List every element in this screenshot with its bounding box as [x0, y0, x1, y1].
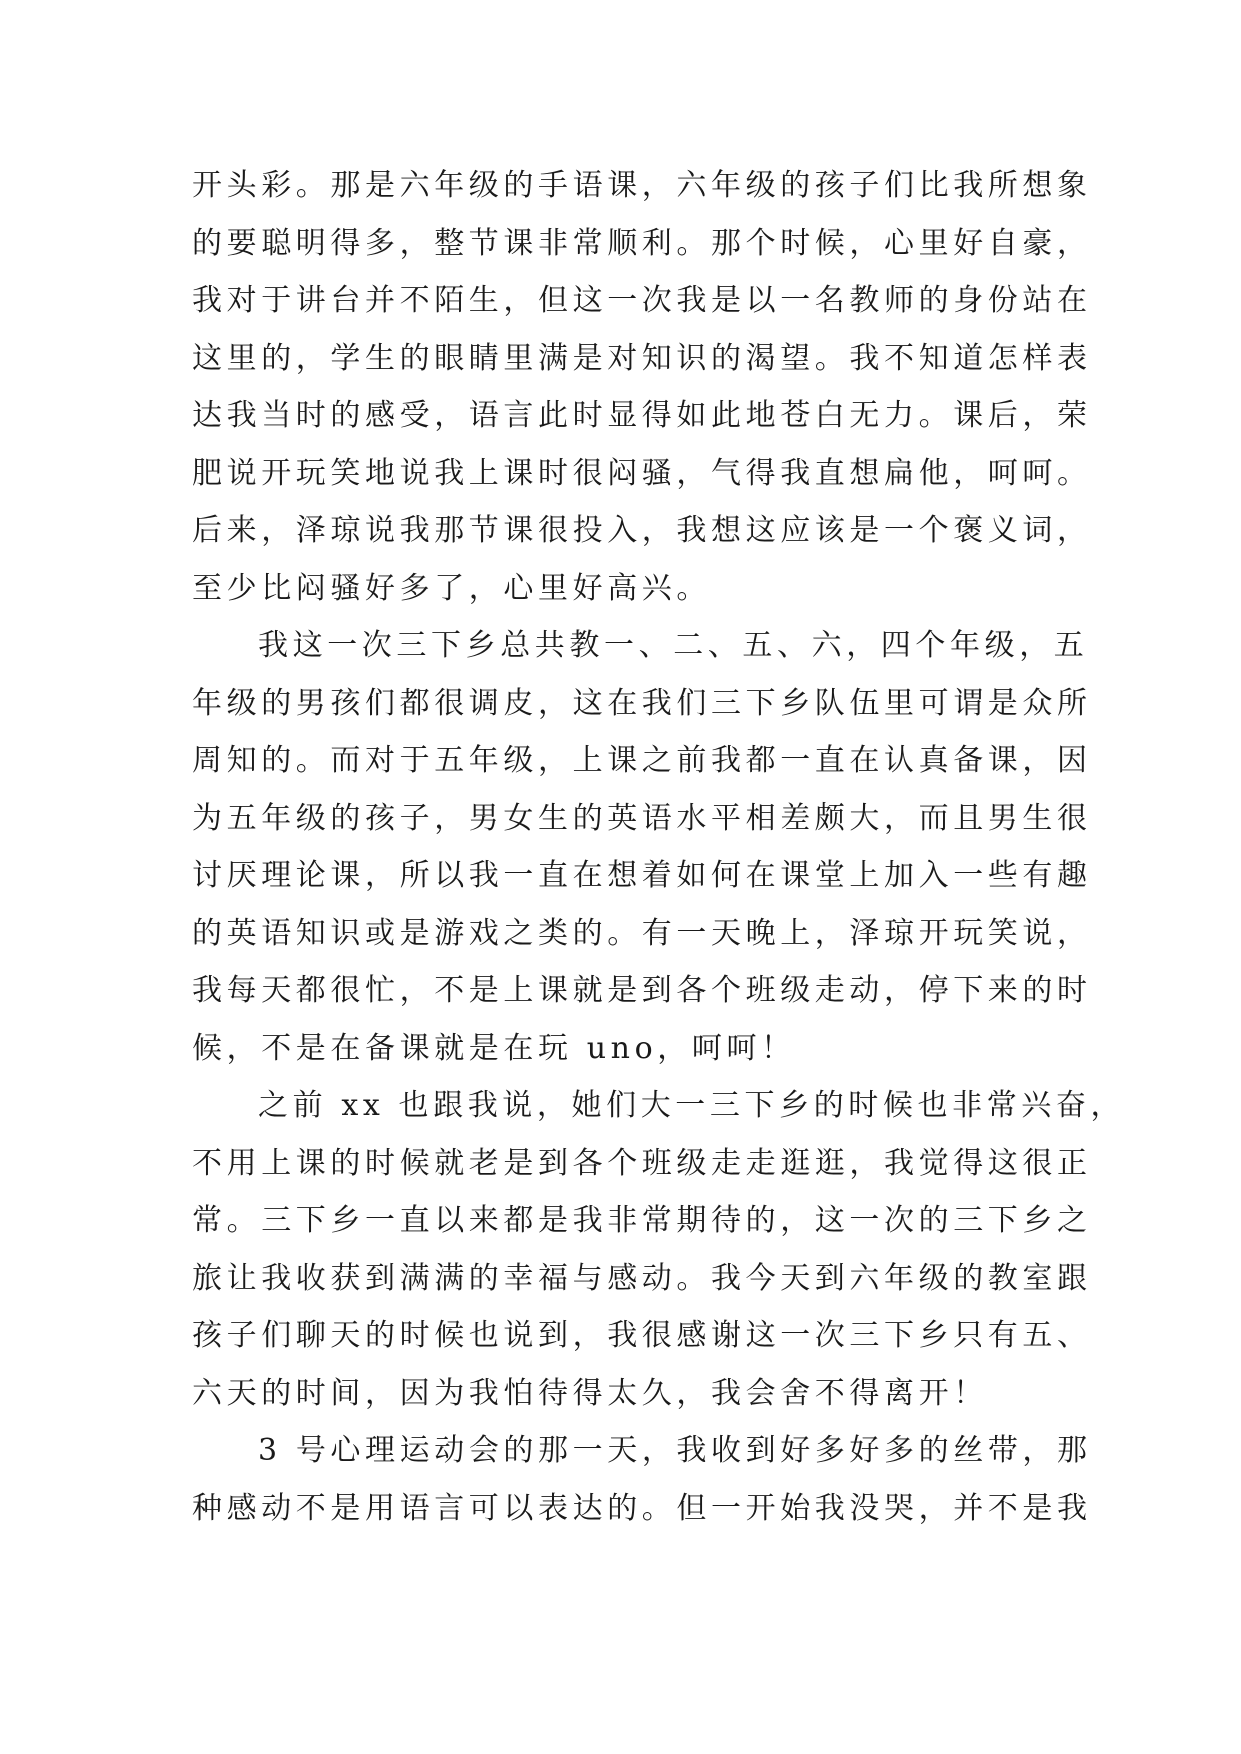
text-line: 至少比闷骚好多了，心里好高兴。	[192, 570, 711, 606]
text-line: 不用上课的时候就老是到各个班级走走逛逛，我觉得这很正	[192, 1145, 1092, 1181]
text-line: 候，不是在备课就是在玩 uno，呵呵！	[192, 1030, 796, 1066]
text-line: 达我当时的感受，语言此时显得如此地苍白无力。课后，荣	[192, 398, 1092, 433]
text-line: 我每天都很忙，不是上课就是到各个班级走动，停下来的时	[192, 973, 1092, 1008]
text-line: 这里的，学生的眼睛里满是对知识的渴望。我不知道怎样表	[192, 340, 1092, 376]
text-line: 种感动不是用语言可以表达的。但一开始我没哭，并不是我	[192, 1490, 1092, 1526]
text-line: 讨厌理论课，所以我一直在想着如何在课堂上加入一些有趣	[192, 858, 1092, 893]
text-line: 3 号心理运动会的那一天，我收到好多好多的丝带，那	[258, 1433, 1092, 1468]
text-line: 周知的。而对于五年级，上课之前我都一直在认真备课，因	[192, 743, 1092, 778]
text-line: 肥说开玩笑地说我上课时很闷骚，气得我直想扁他，呵呵。	[192, 455, 1092, 491]
text-line: 常。三下乡一直以来都是我非常期待的，这一次的三下乡之	[192, 1203, 1092, 1238]
text-line: 年级的男孩们都很调皮，这在我们三下乡队伍里可谓是众所	[192, 685, 1092, 721]
text-line: 的要聪明得多，整节课非常顺利。那个时候，心里好自豪，	[192, 225, 1092, 261]
text-line: 我这一次三下乡总共教一、二、五、六，四个年级，五	[258, 628, 1089, 663]
text-line: 孩子们聊天的时候也说到，我很感谢这一次三下乡只有五、	[192, 1318, 1092, 1353]
text-line: 之前 xx 也跟我说，她们大一三下乡的时候也非常兴奋，	[258, 1088, 1126, 1123]
text-line: 的英语知识或是游戏之类的。有一天晚上，泽琼开玩笑说，	[192, 915, 1092, 951]
document-body	[192, 157, 1126, 1537]
paragraph-3	[192, 1077, 1126, 1422]
paragraph-1	[192, 157, 1092, 617]
paragraph-4	[192, 1422, 1092, 1537]
text-line: 旅让我收获到满满的幸福与感动。我今天到六年级的教室跟	[192, 1260, 1092, 1296]
paragraph-2	[192, 617, 1092, 1077]
text-line: 为五年级的孩子，男女生的英语水平相差颇大，而且男生很	[192, 800, 1092, 836]
text-line: 我对于讲台并不陌生，但这一次我是以一名教师的身份站在	[192, 283, 1092, 318]
text-line: 后来，泽琼说我那节课很投入，我想这应该是一个褒义词，	[192, 513, 1092, 548]
text-line: 六天的时间，因为我怕待得太久，我会舍不得离开！	[192, 1375, 988, 1411]
text-line: 开头彩。那是六年级的手语课，六年级的孩子们比我所想象	[192, 168, 1092, 203]
